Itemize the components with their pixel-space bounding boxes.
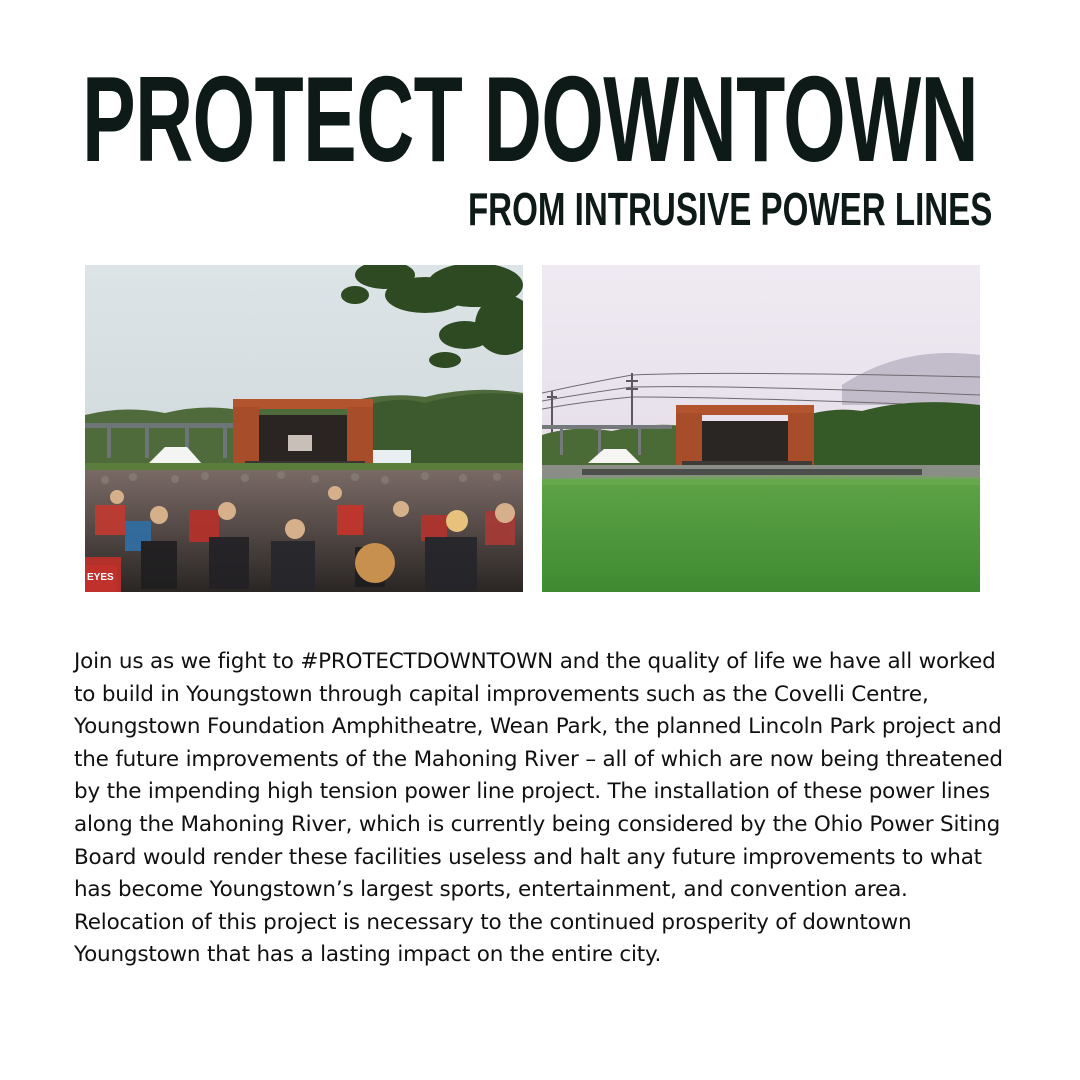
page-title: PROTECT DOWNTOWN xyxy=(82,51,978,187)
page-subtitle: FROM INTRUSIVE POWER LINES xyxy=(467,183,992,235)
crowd-concert-photo xyxy=(85,265,523,592)
body-paragraph: Join us as we fight to #PROTECTDOWNTOWN and the quality of life we have all worked to build in Youngstown through capital improvements such as the Covelli Centre, Youngstown Foundation Amphitheatre, Wean Park, the planned Lincoln Park project and the future improvements of the Mahoning River – all of which are now being threatened by the impending high tension power line project. The installation of these power lines along the Mahoning River, which is currently being considered by the Ohio Power Siting Board would render these facilities useless and halt any future improvements to what has become Youngstown’s largest sports, entertainment, and convention area. Relocation of this project is necessary to the continued prosperity of downtown Youngstown that has a lasting impact on the entire city. xyxy=(74,649,1003,968)
empty-amphitheatre-photo xyxy=(542,265,980,592)
crowd-sign-text: EYES xyxy=(87,572,114,583)
